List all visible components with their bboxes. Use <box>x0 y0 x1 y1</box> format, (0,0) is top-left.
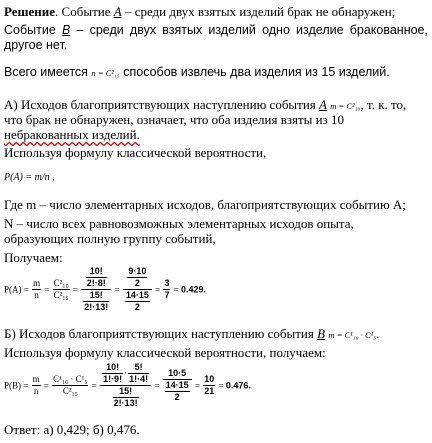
event-b-definition: Событие B – среди двух взятых изделий одно изделие бракованное, другое нет. <box>4 23 428 52</box>
part-a-formula: m = C²₁₀ <box>330 101 361 111</box>
part-a-event-symbol: A <box>319 97 327 112</box>
calculation-a: P(A) = $\frac{m}{n}$ = $\frac{\text{C²₁₀}}{\text{C²₁₅}}$ = $\frac{\frac{10!}{2!\cdot 8!}}{\frac{15!}{2!\cdot 13!}}$ = $\frac{\frac{9\cdot 10}{2}}{\frac{14\cdot 15}{2}}$ = $\frac{3}{7}$ = 0.429. <box>4 266 207 312</box>
part-b-formula: m = C¹₁₀ · C¹₅ <box>328 330 377 340</box>
event-a-symbol: A <box>113 4 122 19</box>
where-n-line-1: N – число всех равновозможных элементарных исходов опыта, <box>4 216 354 231</box>
part-a-line-1: А) Исходов благоприятствующих наступлению события A m = C²₁₀, т. к. то, <box>4 97 407 112</box>
part-b-event-symbol: B <box>317 326 326 341</box>
event-a-definition: Решение. Событие A – среди двух взятых изделий брак не обнаружен; <box>4 4 396 19</box>
total-formula: n = C²₁₅ <box>91 68 120 78</box>
event-b-symbol: B <box>61 23 71 37</box>
calculation-b: P(B) = $\frac{m}{n}$ = $\frac{\text{C¹₁₀ · C¹₅}}{\text{C²₁₅}}$ = $\frac{10!}{1!\cdot 9!}$ · $\frac{5!}{1!\cdot 4!}$ $\frac{15!}{2!\cdot 13!}$ = $\frac{10\cdot 5}{\frac{14\cdot 15}{2}}$ = $\frac{10}{21}$ = 0.476. <box>4 362 251 408</box>
part-a-line-2: что брак не обнаружен, означает, что оба изделия взяты из 10 <box>4 112 344 127</box>
answer-line: Ответ: а) 0,429; б) 0,476. <box>4 422 140 437</box>
where-n-line-2: образующих полную группу событий, <box>4 231 216 246</box>
result-a: 0.429. <box>181 284 207 295</box>
part-b-line-1: Б) Исходов благоприятствующих наступлению события B m = C¹₁₀ · C¹₅. <box>4 326 380 341</box>
we-get-line: Получаем: <box>4 250 63 265</box>
classic-probability-line-b: Используя формулу классической вероятности, получаем: <box>4 345 326 360</box>
classic-probability-line-a: Используя формулу классической вероятности, <box>4 145 267 160</box>
total-outcomes-line: Всего имеется n = C²₁₅ способов извлечь два изделия из 15 изделий. <box>4 65 390 79</box>
part-a-line-3: небракованных изделий. <box>4 127 140 142</box>
where-m-line: Где m – число элементарных исходов, благоприятствующих событию A; <box>4 197 406 212</box>
result-b: 0.476. <box>225 380 251 391</box>
solution-heading: Решение <box>4 4 56 19</box>
probability-formula-a: P(A) = m/n , <box>4 172 55 183</box>
